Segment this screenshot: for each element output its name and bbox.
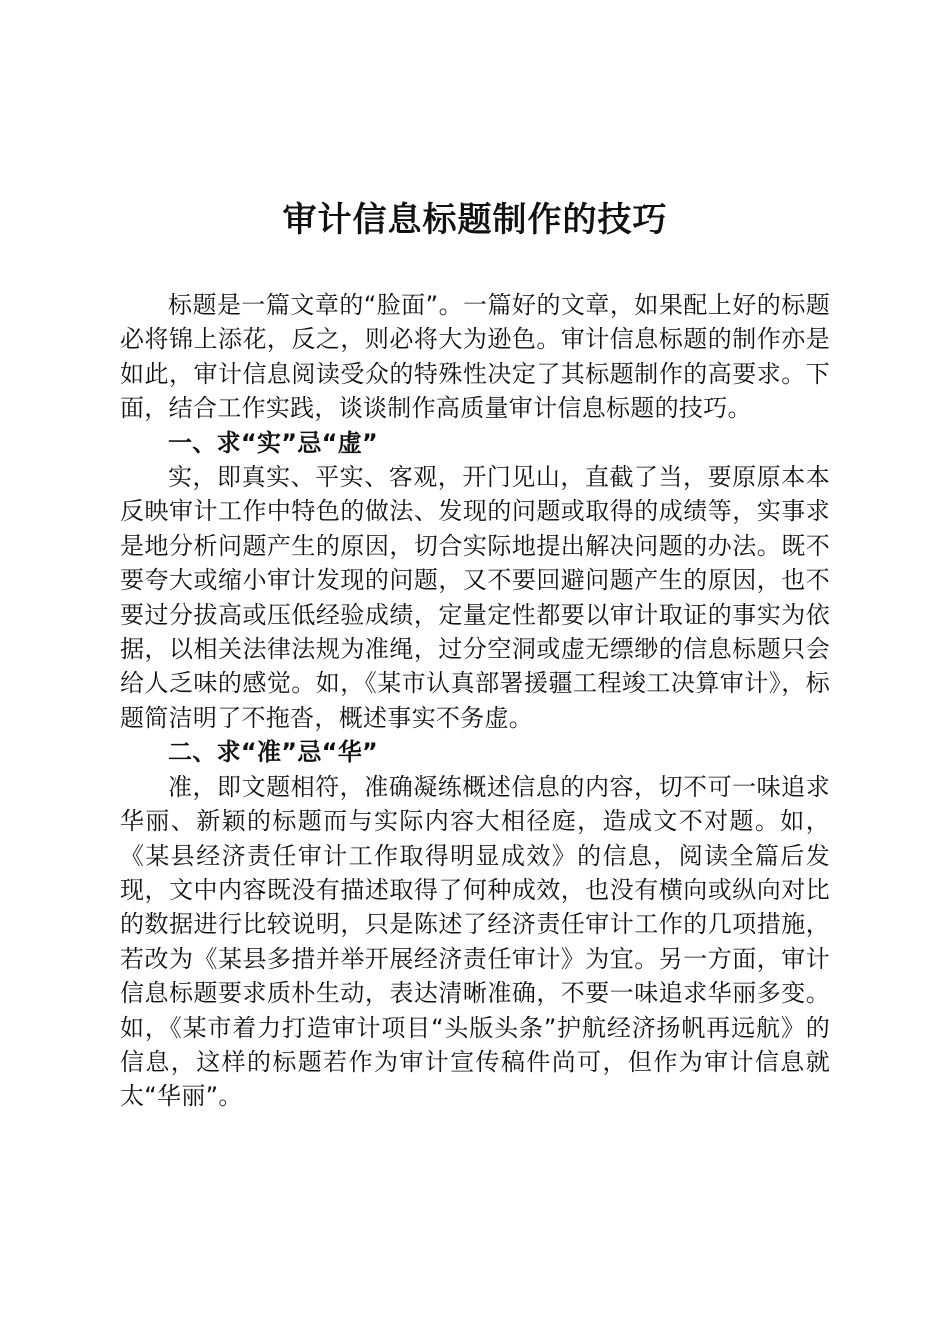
intro-paragraph: 标题是一篇文章的“脸面”。一篇好的文章，如果配上好的标题必将锦上添花，反之，则必将大为逊色。审计信息标题的制作亦是如此，审计信息阅读受众的特殊性决定了其标题制作的高要求。下面，结合工作实践，谈谈制作高质量审计信息标题的技巧。 — [120, 291, 830, 423]
document-body — [120, 288, 830, 1114]
section-2-heading: 二、求“准”忌“华” — [168, 738, 379, 767]
document-title: 审计信息标题制作的技巧 — [282, 200, 668, 240]
section-2-paragraph: 准，即文题相符，准确凝练概述信息的内容，切不可一味追求华丽、新颖的标题而与实际内容大相径庭，造成文不对题。如，《某县经济责任审计工作取得明显成效》的信息，阅读全篇后发现，文中内容既没有描述取得了何种成效，也没有横向或纵向对比的数据进行比较说明，只是陈述了经济责任审计工作的几项措施，若改为《某县多措并举开展经济责任审计》为宜。另一方面，审计信息标题要求质朴生动，表达清晰准确，不要一味追求华丽多变。如，《某市着力打造审计项目“头版头条”护航经济扬帆再远航》的信息，这样的标题若作为审计宣传稿件尚可，但作为审计信息就太“华丽”。 — [120, 772, 830, 1111]
section-1-heading: 一、求“实”忌“虚” — [168, 428, 379, 457]
section-1-paragraph: 实，即真实、平实、客观，开门见山，直截了当，要原原本本反映审计工作中特色的做法、发现的问题或取得的成绩等，实事求是地分析问题产生的原因，切合实际地提出解决问题的办法。既不要夸大或缩小审计发现的问题，又不要回避问题产生的原因，也不要过分拔高或压低经验成绩，定量定性都要以审计取证的事实为依据，以相关法律法规为准绳，过分空洞或虚无缥缈的信息标题只会给人乏味的感觉。如，《某市认真部署援疆工程竣工决算审计》，标题简洁明了不拖沓，概述事实不务虚。 — [120, 463, 830, 732]
